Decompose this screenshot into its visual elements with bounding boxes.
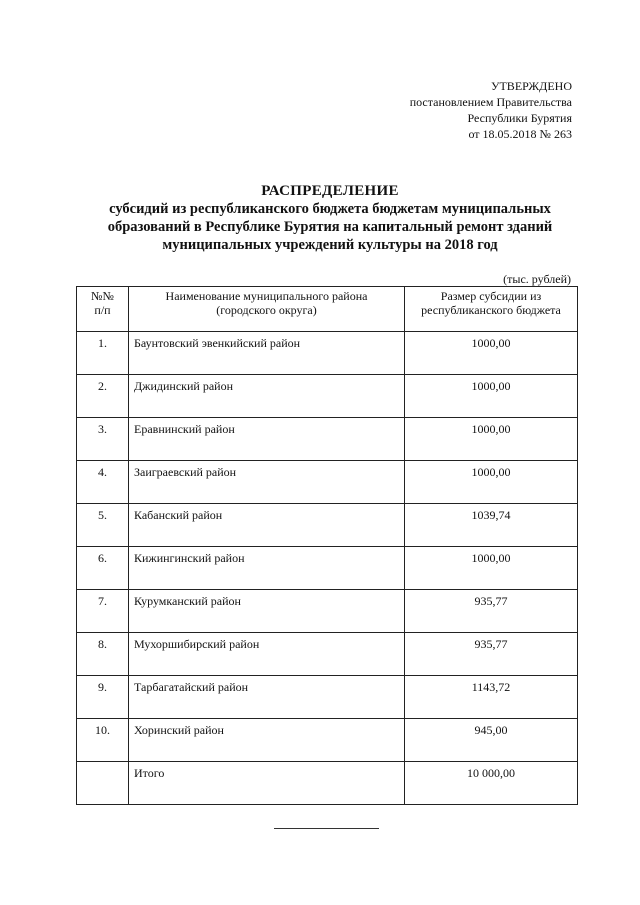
total-amount: 10 000,00 <box>405 762 578 805</box>
row-amount: 1000,00 <box>405 418 578 461</box>
header-number-line-2: п/п <box>94 303 111 317</box>
table-row <box>77 633 578 676</box>
approval-stamp <box>410 78 572 142</box>
row-number: 9. <box>77 676 129 719</box>
row-number: 10. <box>77 719 129 762</box>
table-row <box>77 418 578 461</box>
approval-line-approved: УТВЕРЖДЕНО <box>490 79 572 93</box>
table-row <box>77 676 578 719</box>
header-amount-line-2: республиканского бюджета <box>421 303 561 317</box>
approval-line-resolution: постановлением Правительства <box>409 95 572 109</box>
row-district: Баунтовский эвенкийский район <box>129 332 405 375</box>
row-district: Хоринский район <box>129 719 405 762</box>
header-number <box>77 287 129 332</box>
row-amount: 935,77 <box>405 590 578 633</box>
row-amount: 1000,00 <box>405 461 578 504</box>
title-line-3: муниципальных учреждений культуры на 2018 год <box>162 237 498 253</box>
row-amount: 1000,00 <box>405 547 578 590</box>
title-heading: РАСПРЕДЕЛЕНИЕ <box>261 183 399 199</box>
header-number-line-1: №№ <box>91 289 114 303</box>
approval-line-date-number: от 18.05.2018 № 263 <box>468 127 572 141</box>
total-label: Итого <box>129 762 405 805</box>
row-district: Мухоршибирский район <box>129 633 405 676</box>
table-row <box>77 332 578 375</box>
row-number: 8. <box>77 633 129 676</box>
row-number: 2. <box>77 375 129 418</box>
row-number: 7. <box>77 590 129 633</box>
title-line-1: субсидий из республиканского бюджета бюджетам муниципальных <box>109 201 551 217</box>
table-row <box>77 461 578 504</box>
header-amount <box>405 287 578 332</box>
row-amount: 1143,72 <box>405 676 578 719</box>
row-number: 4. <box>77 461 129 504</box>
row-amount: 935,77 <box>405 633 578 676</box>
row-amount: 1000,00 <box>405 332 578 375</box>
table-row <box>77 590 578 633</box>
row-district: Джидинский район <box>129 375 405 418</box>
row-district: Еравнинский район <box>129 418 405 461</box>
row-number: 5. <box>77 504 129 547</box>
row-district: Заиграевский район <box>129 461 405 504</box>
total-number <box>77 762 129 805</box>
row-number: 6. <box>77 547 129 590</box>
header-district <box>129 287 405 332</box>
header-district-line-1: Наименование муниципального района <box>165 289 368 303</box>
row-amount: 1000,00 <box>405 375 578 418</box>
row-number: 1. <box>77 332 129 375</box>
units-label: (тыс. рублей) <box>503 272 571 286</box>
document-title <box>60 182 600 254</box>
row-number: 3. <box>77 418 129 461</box>
header-district-line-2: (городского округа) <box>216 303 317 317</box>
row-amount: 945,00 <box>405 719 578 762</box>
table-body <box>77 332 578 805</box>
table-total-row <box>77 762 578 805</box>
distribution-table <box>76 286 578 805</box>
row-district: Кижингинский район <box>129 547 405 590</box>
row-district: Кабанский район <box>129 504 405 547</box>
table-row <box>77 547 578 590</box>
table-header-row <box>77 287 578 332</box>
title-line-2: образований в Республике Бурятия на капитальный ремонт зданий <box>107 219 553 235</box>
header-amount-line-1: Размер субсидии из <box>440 289 542 303</box>
table-row <box>77 719 578 762</box>
approval-line-republic: Республики Бурятия <box>467 111 572 125</box>
row-district: Курумканский район <box>129 590 405 633</box>
row-district: Тарбагатайский район <box>129 676 405 719</box>
table-row <box>77 504 578 547</box>
closing-divider <box>274 828 379 829</box>
table-row <box>77 375 578 418</box>
row-amount: 1039,74 <box>405 504 578 547</box>
